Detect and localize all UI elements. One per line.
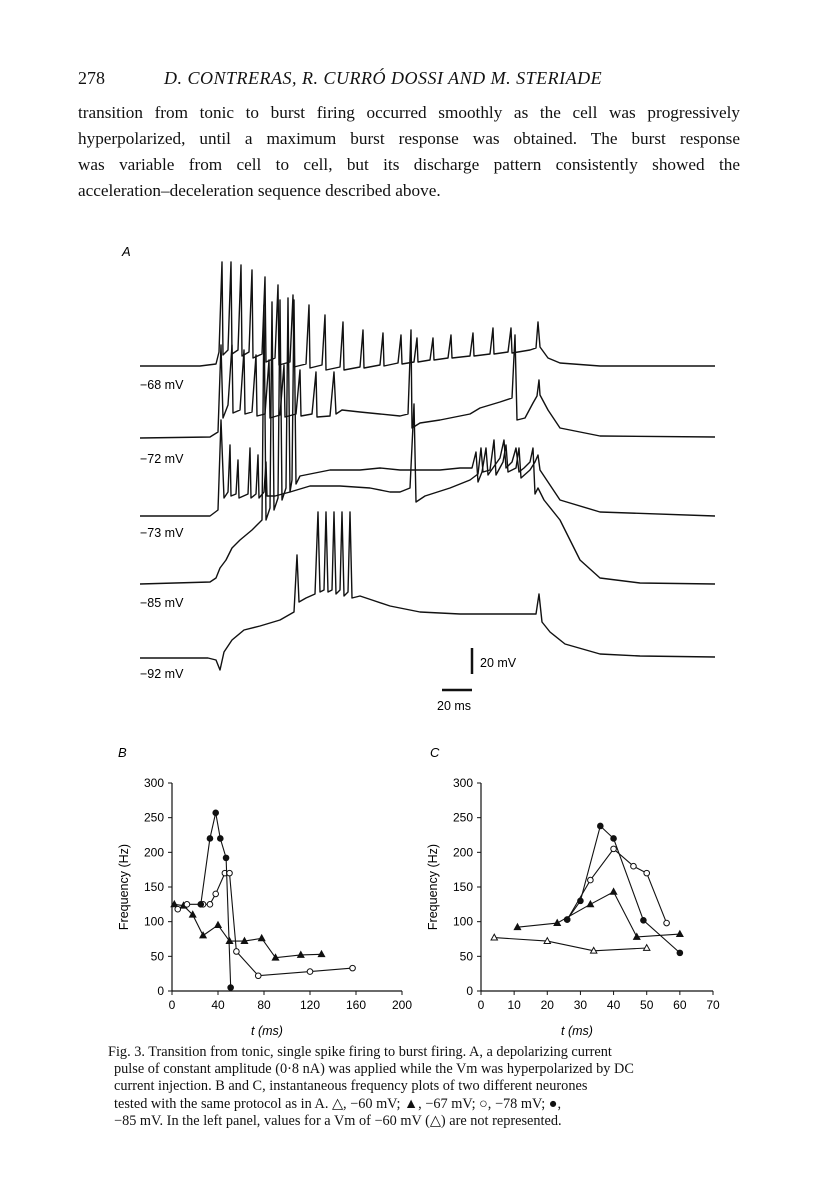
data-point [564,917,570,923]
data-point [227,870,233,876]
data-point [207,836,213,842]
data-point [644,945,650,951]
y-tick-label: 0 [157,984,164,998]
data-point [350,965,356,971]
caption-line: −85 mV. In the left panel, values for a Vm of −60 mV (△) are not represented. [114,1112,562,1129]
data-point [198,902,204,908]
panel-b-plot [117,776,412,1038]
trace-label: −73 mV [140,526,184,540]
running-head-authors: D. CONTRERAS, R. CURRÓ DOSSI AND M. STERIADE [164,68,603,88]
y-tick-label: 300 [452,776,473,790]
panel-c-plot [426,776,720,1038]
trace-minus-73-mV [140,404,715,516]
body-line: was variable from cell to cell, but its discharge pattern consistently showed the [78,155,740,174]
y-tick-label: 50 [150,949,164,964]
y-axis-label: Frequency (Hz) [117,843,131,931]
data-point [318,951,324,957]
data-point [255,973,261,979]
data-point [259,935,265,941]
x-tick-label: 60 [673,998,687,1012]
series-line [567,826,680,953]
data-point [213,891,219,897]
page-number: 278 [78,68,105,88]
x-tick-label: 200 [391,998,413,1012]
data-point [228,985,234,991]
trace-label: −92 mV [140,667,184,681]
data-point [598,823,604,829]
data-point [207,902,213,908]
panel-b-label: B [118,745,127,760]
data-point [610,888,616,894]
panel-c-label: C [430,745,440,760]
trace-minus-72-mV [140,330,715,438]
body-line: acceleration–deceleration sequence described above. [78,181,441,200]
data-point [184,902,190,908]
trace-minus-85-mV [140,298,715,584]
x-tick-label: 70 [706,998,720,1012]
data-point [491,934,497,940]
x-tick-label: 30 [573,998,588,1012]
trace-label: −85 mV [140,596,184,610]
data-point [200,932,206,938]
data-point [677,950,683,956]
y-tick-label: 100 [143,914,164,929]
trace-label: −68 mV [140,378,184,392]
x-tick-label: 50 [640,998,654,1012]
data-point [554,920,560,926]
data-point [644,870,650,876]
x-tick-label: 80 [257,998,271,1012]
series-line [567,849,666,923]
y-tick-label: 200 [452,845,473,860]
x-tick-label: 160 [345,998,367,1012]
x-tick-label: 40 [211,998,225,1012]
caption-line: pulse of constant amplitude (0·8 nA) was applied while the Vm was hyperpolarized by DC [114,1061,634,1078]
series-line [201,813,231,988]
data-point [631,863,637,869]
figure-caption [108,1044,744,1130]
x-tick-label: 0 [168,998,176,1012]
data-point [578,898,584,904]
data-point [587,901,593,907]
y-tick-label: 200 [143,845,164,860]
x-tick-label: 0 [477,998,485,1012]
data-point [175,906,181,912]
data-point [677,931,683,937]
series-line [174,904,321,957]
body-line: transition from tonic to burst firing occurred smoothly as the cell was progressively [78,103,740,122]
data-point [641,917,647,923]
x-tick-label: 20 [540,998,554,1012]
series-line [494,938,646,951]
x-tick-label: 10 [507,998,521,1012]
time-scale-label: 20 ms [437,699,472,713]
data-point [611,846,617,852]
x-tick-label: 40 [606,998,621,1012]
data-point [611,836,617,842]
body-line: hyperpolarized, until a maximum burst response was obtained. The burst response [78,129,740,148]
y-tick-label: 50 [459,949,473,964]
data-point [588,877,594,883]
y-tick-label: 300 [143,776,164,790]
y-tick-label: 150 [452,880,473,894]
y-tick-label: 250 [452,810,473,825]
y-tick-label: 0 [466,984,473,998]
x-axis-label: t (ms) [561,1024,593,1038]
data-point [215,922,221,928]
caption-line: current injection. B and C, instantaneous frequency plots of two different neurones [114,1078,588,1095]
trace-minus-68-mV [140,262,715,370]
voltage-traces [140,262,715,670]
y-axis-label: Frequency (Hz) [426,843,440,931]
trace-minus-92-mV [140,512,715,670]
y-tick-label: 250 [143,810,164,825]
voltage-scale-label: 20 mV [480,656,517,670]
y-tick-label: 150 [143,880,164,894]
x-axis-label: t (ms) [251,1024,283,1038]
panel-a-label: A [122,244,131,259]
data-point [223,855,229,861]
series-line [518,892,680,937]
data-point [218,836,224,842]
series-line [178,873,353,976]
trace-label: −72 mV [140,452,184,466]
data-point [307,969,313,975]
data-point [664,920,670,926]
data-point [213,810,219,816]
caption-line: tested with the same protocol as in A. △, −60 mV; ▲, −67 mV; ○, −78 mV; ●, [114,1095,562,1112]
x-tick-label: 120 [299,998,321,1012]
caption-line: Fig. 3. Transition from tonic, single spike firing to burst firing. A, a depolarizing current [108,1044,612,1060]
data-point [234,949,240,955]
y-tick-label: 100 [452,914,473,929]
